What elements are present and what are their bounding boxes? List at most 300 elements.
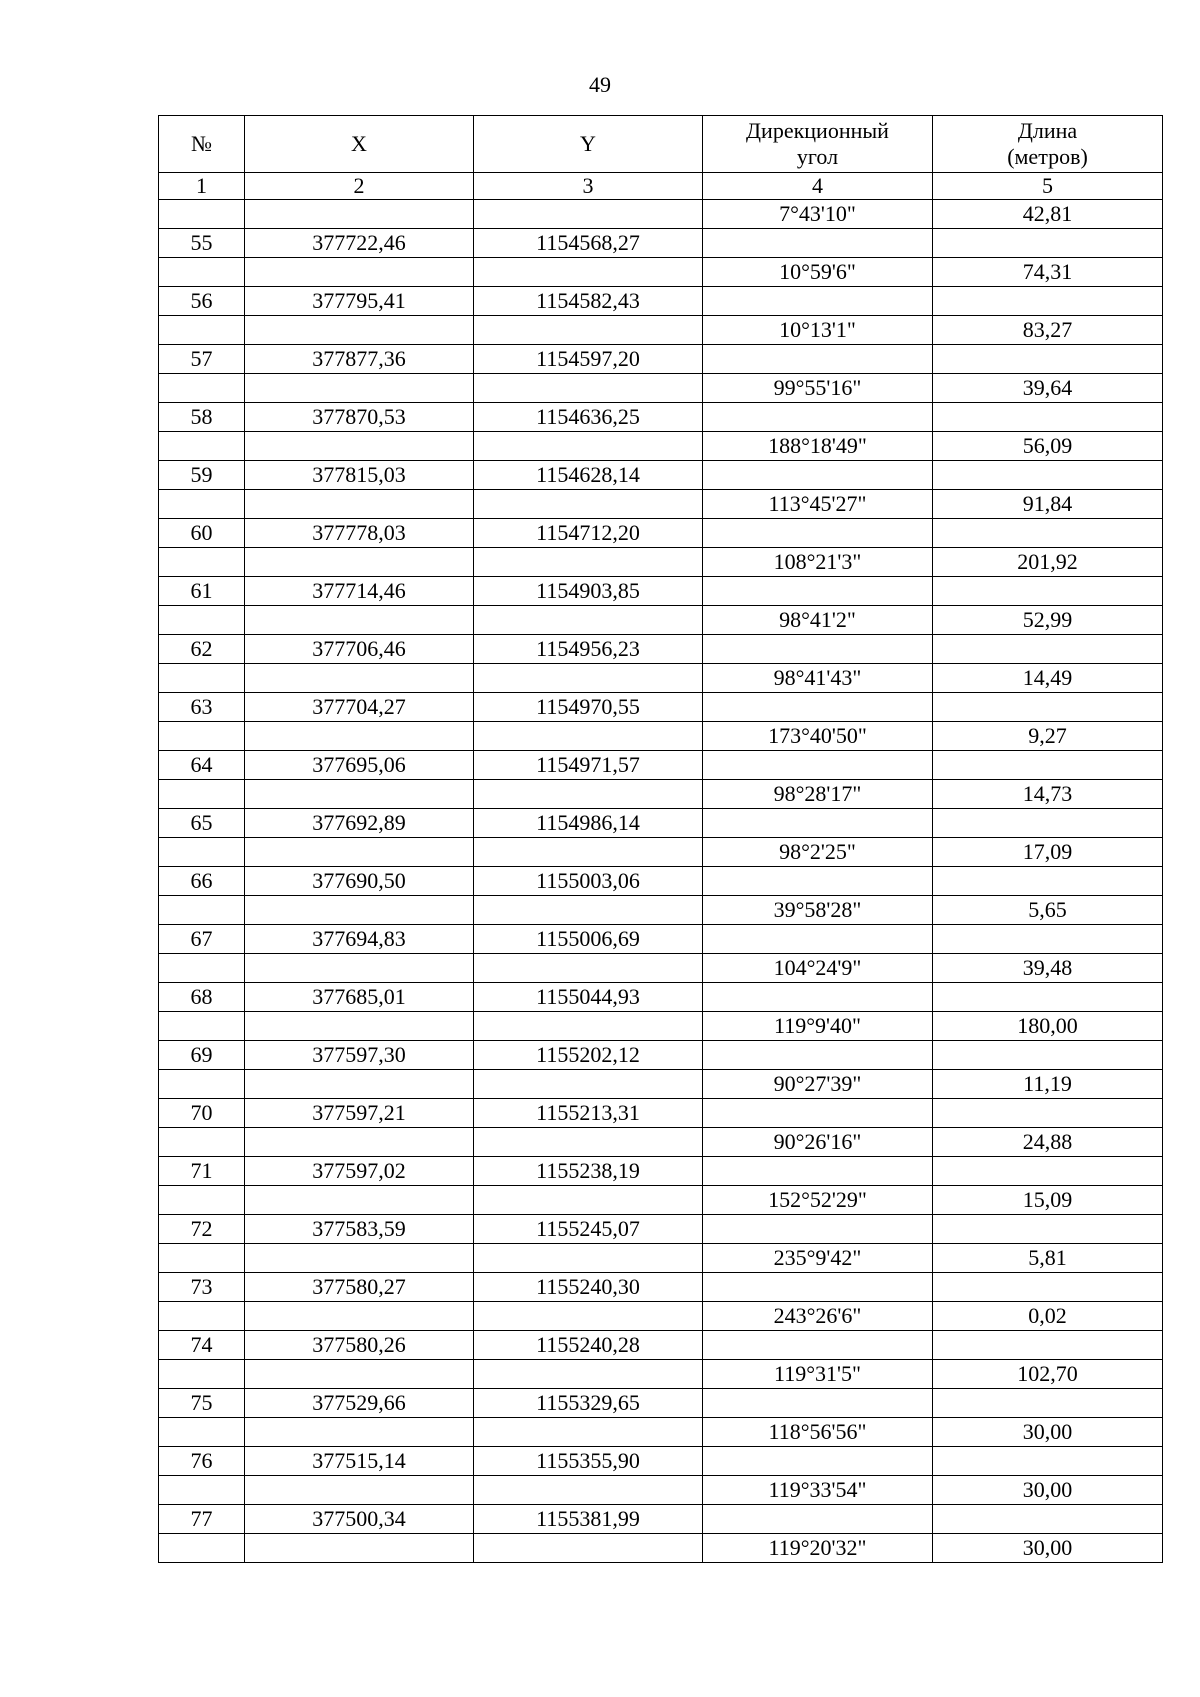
point-number-cell	[159, 954, 245, 983]
coordinates-table	[158, 115, 1163, 1563]
length-cell	[933, 1157, 1163, 1186]
direction-angle-cell	[703, 345, 933, 374]
y-coordinate-cell	[474, 1186, 703, 1215]
point-number-cell: 75	[159, 1389, 245, 1418]
y-coordinate-cell: 1155044,93	[474, 983, 703, 1012]
y-coordinate-cell: 1155202,12	[474, 1041, 703, 1070]
y-coordinate-cell	[474, 896, 703, 925]
length-cell	[933, 867, 1163, 896]
header-length-line1: Длина	[1017, 118, 1078, 143]
x-coordinate-cell: 377870,53	[245, 403, 474, 432]
direction-angle-cell	[703, 577, 933, 606]
column-number: 4	[703, 173, 933, 200]
length-cell	[933, 925, 1163, 954]
column-number: 1	[159, 173, 245, 200]
point-number-cell: 59	[159, 461, 245, 490]
length-cell	[933, 1389, 1163, 1418]
x-coordinate-cell	[245, 1244, 474, 1273]
length-cell: 74,31	[933, 258, 1163, 287]
x-coordinate-cell: 377529,66	[245, 1389, 474, 1418]
y-coordinate-cell: 1154597,20	[474, 345, 703, 374]
point-number-cell	[159, 316, 245, 345]
x-coordinate-cell: 377597,02	[245, 1157, 474, 1186]
table-row	[159, 838, 1163, 867]
point-number-cell: 55	[159, 229, 245, 258]
point-number-cell	[159, 780, 245, 809]
direction-angle-cell: 119°31'5"	[703, 1360, 933, 1389]
table-row	[159, 345, 1163, 374]
direction-angle-cell: 119°9'40"	[703, 1012, 933, 1041]
length-cell: 201,92	[933, 548, 1163, 577]
x-coordinate-cell: 377500,34	[245, 1505, 474, 1534]
x-coordinate-cell	[245, 1302, 474, 1331]
header-direction-angle-line1: Дирекционный	[746, 118, 889, 143]
direction-angle-cell: 113°45'27"	[703, 490, 933, 519]
table-row	[159, 432, 1163, 461]
header-x-label: X	[351, 131, 367, 156]
x-coordinate-cell	[245, 374, 474, 403]
y-coordinate-cell	[474, 1476, 703, 1505]
point-number-cell	[159, 548, 245, 577]
direction-angle-cell	[703, 1215, 933, 1244]
length-cell	[933, 751, 1163, 780]
table-row	[159, 896, 1163, 925]
point-number-cell: 62	[159, 635, 245, 664]
table-row	[159, 1273, 1163, 1302]
point-number-cell: 60	[159, 519, 245, 548]
x-coordinate-cell: 377815,03	[245, 461, 474, 490]
direction-angle-cell	[703, 635, 933, 664]
y-coordinate-cell	[474, 1418, 703, 1447]
x-coordinate-cell	[245, 1476, 474, 1505]
x-coordinate-cell	[245, 954, 474, 983]
table-row	[159, 1070, 1163, 1099]
point-number-cell: 77	[159, 1505, 245, 1534]
table-row	[159, 1447, 1163, 1476]
length-cell: 14,49	[933, 664, 1163, 693]
length-cell: 91,84	[933, 490, 1163, 519]
y-coordinate-cell	[474, 548, 703, 577]
length-cell: 102,70	[933, 1360, 1163, 1389]
direction-angle-cell	[703, 229, 933, 258]
point-number-cell: 58	[159, 403, 245, 432]
length-cell	[933, 1331, 1163, 1360]
header-row	[159, 116, 1163, 173]
point-number-cell: 67	[159, 925, 245, 954]
header-length	[933, 116, 1163, 173]
point-number-cell: 73	[159, 1273, 245, 1302]
point-number-cell: 66	[159, 867, 245, 896]
y-coordinate-cell	[474, 954, 703, 983]
y-coordinate-cell	[474, 838, 703, 867]
y-coordinate-cell: 1154970,55	[474, 693, 703, 722]
x-coordinate-cell	[245, 896, 474, 925]
direction-angle-cell: 99°55'16"	[703, 374, 933, 403]
y-coordinate-cell	[474, 1244, 703, 1273]
point-number-cell	[159, 896, 245, 925]
point-number-cell	[159, 1070, 245, 1099]
direction-angle-cell	[703, 1041, 933, 1070]
length-cell	[933, 1447, 1163, 1476]
x-coordinate-cell	[245, 200, 474, 229]
point-number-cell	[159, 374, 245, 403]
length-cell: 30,00	[933, 1476, 1163, 1505]
length-cell: 0,02	[933, 1302, 1163, 1331]
direction-angle-cell: 243°26'6"	[703, 1302, 933, 1331]
table-row	[159, 287, 1163, 316]
length-cell	[933, 1505, 1163, 1534]
table-row	[159, 1418, 1163, 1447]
point-number-cell: 64	[159, 751, 245, 780]
direction-angle-cell	[703, 983, 933, 1012]
length-cell: 14,73	[933, 780, 1163, 809]
length-cell: 42,81	[933, 200, 1163, 229]
y-coordinate-cell: 1154582,43	[474, 287, 703, 316]
y-coordinate-cell: 1155003,06	[474, 867, 703, 896]
point-number-cell	[159, 490, 245, 519]
length-cell: 17,09	[933, 838, 1163, 867]
point-number-cell	[159, 722, 245, 751]
x-coordinate-cell: 377685,01	[245, 983, 474, 1012]
table-row	[159, 1360, 1163, 1389]
x-coordinate-cell	[245, 548, 474, 577]
x-coordinate-cell	[245, 490, 474, 519]
direction-angle-cell	[703, 1505, 933, 1534]
direction-angle-cell: 10°13'1"	[703, 316, 933, 345]
table-row	[159, 1215, 1163, 1244]
y-coordinate-cell: 1155240,28	[474, 1331, 703, 1360]
x-coordinate-cell	[245, 1534, 474, 1563]
direction-angle-cell: 104°24'9"	[703, 954, 933, 983]
length-cell: 83,27	[933, 316, 1163, 345]
length-cell: 52,99	[933, 606, 1163, 635]
point-number-cell: 56	[159, 287, 245, 316]
direction-angle-cell	[703, 751, 933, 780]
column-number: 3	[474, 173, 703, 200]
header-direction-angle-line2: угол	[796, 144, 839, 169]
x-coordinate-cell: 377877,36	[245, 345, 474, 374]
point-number-cell	[159, 1012, 245, 1041]
length-cell: 39,48	[933, 954, 1163, 983]
direction-angle-cell: 118°56'56"	[703, 1418, 933, 1447]
length-cell: 180,00	[933, 1012, 1163, 1041]
direction-angle-cell: 152°52'29"	[703, 1186, 933, 1215]
table-row	[159, 1476, 1163, 1505]
y-coordinate-cell	[474, 780, 703, 809]
direction-angle-cell	[703, 519, 933, 548]
point-number-cell	[159, 200, 245, 229]
x-coordinate-cell	[245, 722, 474, 751]
direction-angle-cell	[703, 1099, 933, 1128]
y-coordinate-cell: 1154712,20	[474, 519, 703, 548]
table-row	[159, 1157, 1163, 1186]
direction-angle-cell	[703, 925, 933, 954]
direction-angle-cell: 39°58'28"	[703, 896, 933, 925]
length-cell	[933, 1215, 1163, 1244]
x-coordinate-cell: 377580,27	[245, 1273, 474, 1302]
table-row	[159, 1128, 1163, 1157]
table-row	[159, 548, 1163, 577]
length-cell	[933, 1041, 1163, 1070]
y-coordinate-cell	[474, 432, 703, 461]
x-coordinate-cell	[245, 1418, 474, 1447]
table-row	[159, 258, 1163, 287]
x-coordinate-cell	[245, 432, 474, 461]
x-coordinate-cell	[245, 780, 474, 809]
length-cell: 5,65	[933, 896, 1163, 925]
x-coordinate-cell	[245, 1128, 474, 1157]
y-coordinate-cell: 1155006,69	[474, 925, 703, 954]
point-number-cell: 76	[159, 1447, 245, 1476]
page-number: 49	[589, 72, 611, 97]
table-row	[159, 1041, 1163, 1070]
table-row	[159, 635, 1163, 664]
y-coordinate-cell: 1154986,14	[474, 809, 703, 838]
direction-angle-cell	[703, 693, 933, 722]
table-row	[159, 780, 1163, 809]
y-coordinate-cell: 1155355,90	[474, 1447, 703, 1476]
direction-angle-cell	[703, 1389, 933, 1418]
direction-angle-cell: 7°43'10"	[703, 200, 933, 229]
table-row	[159, 1244, 1163, 1273]
x-coordinate-cell	[245, 1070, 474, 1099]
x-coordinate-cell: 377695,06	[245, 751, 474, 780]
length-cell	[933, 809, 1163, 838]
direction-angle-cell	[703, 867, 933, 896]
x-coordinate-cell: 377515,14	[245, 1447, 474, 1476]
length-cell	[933, 461, 1163, 490]
x-coordinate-cell	[245, 838, 474, 867]
direction-angle-cell	[703, 1273, 933, 1302]
table-body	[159, 200, 1163, 1563]
point-number-cell	[159, 1186, 245, 1215]
length-cell	[933, 403, 1163, 432]
direction-angle-cell: 90°26'16"	[703, 1128, 933, 1157]
y-coordinate-cell	[474, 1302, 703, 1331]
direction-angle-cell	[703, 287, 933, 316]
length-cell: 56,09	[933, 432, 1163, 461]
y-coordinate-cell: 1154636,25	[474, 403, 703, 432]
table-row	[159, 1302, 1163, 1331]
direction-angle-cell: 98°2'25"	[703, 838, 933, 867]
header-length-line2: (метров)	[1007, 144, 1088, 169]
y-coordinate-cell	[474, 722, 703, 751]
table-row	[159, 490, 1163, 519]
y-coordinate-cell: 1154971,57	[474, 751, 703, 780]
y-coordinate-cell	[474, 316, 703, 345]
y-coordinate-cell: 1154956,23	[474, 635, 703, 664]
y-coordinate-cell	[474, 1070, 703, 1099]
x-coordinate-cell	[245, 664, 474, 693]
direction-angle-cell: 235°9'42"	[703, 1244, 933, 1273]
point-number-cell	[159, 1244, 245, 1273]
table-row	[159, 606, 1163, 635]
length-cell	[933, 577, 1163, 606]
direction-angle-cell: 10°59'6"	[703, 258, 933, 287]
length-cell	[933, 635, 1163, 664]
y-coordinate-cell: 1155238,19	[474, 1157, 703, 1186]
y-coordinate-cell	[474, 490, 703, 519]
table-row	[159, 1389, 1163, 1418]
x-coordinate-cell	[245, 1360, 474, 1389]
x-coordinate-cell: 377597,21	[245, 1099, 474, 1128]
y-coordinate-cell	[474, 1534, 703, 1563]
length-cell: 30,00	[933, 1418, 1163, 1447]
direction-angle-cell	[703, 809, 933, 838]
table-row	[159, 229, 1163, 258]
y-coordinate-cell	[474, 374, 703, 403]
table-row	[159, 722, 1163, 751]
y-coordinate-cell: 1154568,27	[474, 229, 703, 258]
length-cell	[933, 345, 1163, 374]
point-number-cell	[159, 1534, 245, 1563]
table-row	[159, 925, 1163, 954]
direction-angle-cell: 98°41'2"	[703, 606, 933, 635]
direction-angle-cell	[703, 461, 933, 490]
table-row	[159, 983, 1163, 1012]
x-coordinate-cell: 377692,89	[245, 809, 474, 838]
table-row	[159, 693, 1163, 722]
point-number-cell: 72	[159, 1215, 245, 1244]
length-cell	[933, 229, 1163, 258]
direction-angle-cell: 108°21'3"	[703, 548, 933, 577]
x-coordinate-cell: 377722,46	[245, 229, 474, 258]
table-row	[159, 577, 1163, 606]
header-y	[474, 116, 703, 173]
header-direction-angle	[703, 116, 933, 173]
y-coordinate-cell: 1155381,99	[474, 1505, 703, 1534]
x-coordinate-cell: 377583,59	[245, 1215, 474, 1244]
length-cell	[933, 1273, 1163, 1302]
table-row	[159, 1012, 1163, 1041]
direction-angle-cell	[703, 1331, 933, 1360]
length-cell	[933, 519, 1163, 548]
y-coordinate-cell	[474, 1360, 703, 1389]
point-number-cell	[159, 838, 245, 867]
point-number-cell: 63	[159, 693, 245, 722]
length-cell: 30,00	[933, 1534, 1163, 1563]
length-cell	[933, 1099, 1163, 1128]
y-coordinate-cell: 1155213,31	[474, 1099, 703, 1128]
point-number-cell: 71	[159, 1157, 245, 1186]
point-number-cell	[159, 1418, 245, 1447]
x-coordinate-cell	[245, 258, 474, 287]
length-cell: 24,88	[933, 1128, 1163, 1157]
x-coordinate-cell	[245, 316, 474, 345]
table-row	[159, 1534, 1163, 1563]
point-number-cell: 68	[159, 983, 245, 1012]
table-row	[159, 1505, 1163, 1534]
length-cell: 9,27	[933, 722, 1163, 751]
table-row	[159, 867, 1163, 896]
x-coordinate-cell	[245, 1012, 474, 1041]
point-number-cell	[159, 664, 245, 693]
x-coordinate-cell: 377778,03	[245, 519, 474, 548]
point-number-cell: 57	[159, 345, 245, 374]
direction-angle-cell	[703, 403, 933, 432]
column-number: 5	[933, 173, 1163, 200]
x-coordinate-cell: 377580,26	[245, 1331, 474, 1360]
point-number-cell: 61	[159, 577, 245, 606]
length-cell: 15,09	[933, 1186, 1163, 1215]
table-row	[159, 461, 1163, 490]
length-cell	[933, 287, 1163, 316]
x-coordinate-cell: 377706,46	[245, 635, 474, 664]
table-row	[159, 316, 1163, 345]
point-number-cell	[159, 1360, 245, 1389]
x-coordinate-cell	[245, 606, 474, 635]
direction-angle-cell: 98°28'17"	[703, 780, 933, 809]
table-row	[159, 1099, 1163, 1128]
y-coordinate-cell: 1155329,65	[474, 1389, 703, 1418]
y-coordinate-cell: 1155245,07	[474, 1215, 703, 1244]
x-coordinate-cell: 377597,30	[245, 1041, 474, 1070]
y-coordinate-cell	[474, 200, 703, 229]
table-row	[159, 1331, 1163, 1360]
y-coordinate-cell	[474, 258, 703, 287]
table-row	[159, 519, 1163, 548]
header-number	[159, 116, 245, 173]
header-number-label: №	[191, 131, 212, 156]
direction-angle-cell: 188°18'49"	[703, 432, 933, 461]
table-row	[159, 664, 1163, 693]
x-coordinate-cell	[245, 1186, 474, 1215]
table-row	[159, 751, 1163, 780]
point-number-cell: 74	[159, 1331, 245, 1360]
column-number-row	[159, 173, 1163, 200]
y-coordinate-cell: 1154628,14	[474, 461, 703, 490]
point-number-cell	[159, 1128, 245, 1157]
direction-angle-cell	[703, 1157, 933, 1186]
y-coordinate-cell	[474, 606, 703, 635]
point-number-cell: 69	[159, 1041, 245, 1070]
column-number: 2	[245, 173, 474, 200]
table-row	[159, 809, 1163, 838]
point-number-cell: 65	[159, 809, 245, 838]
table-row	[159, 374, 1163, 403]
point-number-cell	[159, 606, 245, 635]
x-coordinate-cell: 377714,46	[245, 577, 474, 606]
y-coordinate-cell	[474, 664, 703, 693]
x-coordinate-cell: 377694,83	[245, 925, 474, 954]
table-row	[159, 954, 1163, 983]
direction-angle-cell: 119°33'54"	[703, 1476, 933, 1505]
x-coordinate-cell: 377795,41	[245, 287, 474, 316]
y-coordinate-cell	[474, 1012, 703, 1041]
y-coordinate-cell: 1155240,30	[474, 1273, 703, 1302]
x-coordinate-cell: 377690,50	[245, 867, 474, 896]
length-cell: 5,81	[933, 1244, 1163, 1273]
table-row	[159, 200, 1163, 229]
y-coordinate-cell: 1154903,85	[474, 577, 703, 606]
direction-angle-cell: 98°41'43"	[703, 664, 933, 693]
table-row	[159, 1186, 1163, 1215]
y-coordinate-cell	[474, 1128, 703, 1157]
point-number-cell: 70	[159, 1099, 245, 1128]
length-cell: 39,64	[933, 374, 1163, 403]
direction-angle-cell	[703, 1447, 933, 1476]
length-cell	[933, 693, 1163, 722]
length-cell: 11,19	[933, 1070, 1163, 1099]
point-number-cell	[159, 432, 245, 461]
point-number-cell	[159, 1476, 245, 1505]
point-number-cell	[159, 1302, 245, 1331]
direction-angle-cell: 90°27'39"	[703, 1070, 933, 1099]
length-cell	[933, 983, 1163, 1012]
header-y-label: Y	[580, 131, 596, 156]
x-coordinate-cell: 377704,27	[245, 693, 474, 722]
point-number-cell	[159, 258, 245, 287]
